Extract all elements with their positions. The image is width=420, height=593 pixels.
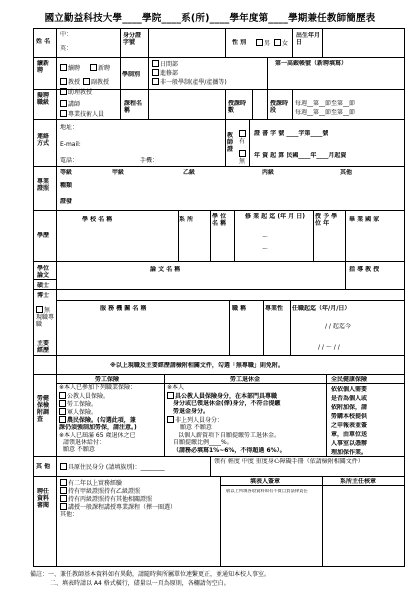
thesis-doctor: 博士	[37, 292, 50, 299]
edu-period: 修 業 起 迄 (年 月 日)	[244, 213, 306, 220]
contact-label: 連絡方式	[37, 133, 50, 147]
row-divider	[33, 166, 405, 167]
evidence-item[interactable]: 持有甲級證照持有乙級證照	[60, 487, 140, 495]
checkbox-icon	[90, 64, 97, 71]
cert-label: 教師證	[227, 132, 234, 153]
col-divider	[267, 57, 268, 89]
cert-date[interactable]: 年 資 起 算 民國____年____月起資	[254, 152, 347, 159]
id-label: 身分證字號	[123, 32, 142, 46]
signer-head: 填表人簽章	[250, 478, 281, 485]
checkbox-icon	[256, 39, 263, 46]
thesis-title: 論 文 名 稱	[150, 266, 181, 273]
evidence-item[interactable]: 其他：	[60, 511, 79, 518]
education-label: 學歷	[37, 232, 50, 239]
checkbox-icon	[36, 306, 43, 313]
health-line: 勞購本校提供	[331, 413, 368, 420]
job-option[interactable]: 具公教人員保險身分，在本部門具專職	[167, 392, 277, 400]
row-divider	[33, 279, 56, 280]
health-line: 依依個人需要	[331, 386, 368, 393]
checkbox-icon	[60, 88, 67, 95]
aboriginal-option[interactable]: 具原住民身分 (請填族別)：________	[60, 463, 165, 471]
cert-none[interactable]: 無	[239, 150, 247, 165]
col-divider	[313, 210, 314, 261]
disability-option[interactable]: 領有 輕度 中度 重度身心障礙手冊（依請檢附相關文件）	[214, 458, 364, 465]
checkbox-icon	[152, 60, 159, 67]
health-line: 理加保作業。	[331, 449, 368, 456]
edu-year: 授 予 學 位 年	[315, 213, 338, 227]
row-divider	[56, 300, 405, 301]
evidence-item[interactable]: 持有丙級證照持有其他相關證照	[60, 495, 152, 503]
job-line: （請務必填寫1%~6%，不得超過 6%）。	[173, 447, 286, 454]
health-line: 之申報表並簽	[331, 422, 368, 429]
period-1[interactable]: 每週__第__節至第__節	[295, 100, 356, 107]
checkbox-icon	[60, 487, 67, 494]
school-label: 學制別	[122, 71, 141, 78]
grade-b: 乙級	[183, 169, 196, 176]
labor-option[interactable]: 農民保險。(勾選此項，兼	[59, 416, 136, 424]
exp-range[interactable]: / / 起迄今	[325, 323, 351, 330]
lesson-label: 授課時數	[228, 100, 247, 114]
evidence-item[interactable]: 講授一般課程講授專業課程（擇一圈選）	[60, 503, 176, 511]
dept-head: 系所主任核章	[340, 478, 377, 485]
health-line: 是否為個人或	[331, 395, 368, 402]
exp-org: 服 務 機 關 名 稱	[100, 305, 147, 312]
grade-label: 等級	[60, 169, 73, 176]
edu-dept: 系 所	[179, 216, 194, 223]
job-choice[interactable]: 願意 不願意	[180, 424, 212, 431]
col-divider	[292, 89, 293, 119]
checkbox-icon	[60, 479, 67, 486]
thesis-advisor: 指 導 教 授	[349, 266, 380, 273]
name-zh[interactable]: 中：	[60, 31, 73, 38]
checkbox-icon	[60, 100, 67, 107]
checkbox-icon	[152, 78, 159, 85]
job-line: 以個人薪資項下自願提繳勞工退休金。	[178, 432, 281, 439]
other-label: 其 他	[36, 463, 51, 470]
col-divider	[234, 210, 235, 261]
exp-range2[interactable]: / / ～ / /	[318, 344, 340, 351]
checkbox-icon	[60, 64, 67, 71]
checkbox-icon	[60, 503, 67, 510]
exp-period: 任職起迄（年/月/日）	[292, 305, 351, 312]
col-divider	[225, 119, 226, 166]
gender-label: 性 別	[232, 39, 247, 46]
grade-c: 丙級	[262, 169, 275, 176]
col-divider	[120, 57, 121, 119]
col-divider	[292, 28, 293, 57]
col-divider	[322, 476, 323, 567]
phone-field[interactable]: 電話：	[60, 157, 79, 164]
col-divider	[290, 300, 291, 355]
col-divider	[326, 374, 327, 456]
labor-option[interactable]: 公教人員保險。	[59, 392, 109, 400]
col-divider	[56, 28, 57, 456]
labor-line: ※本人已參加下列職業保險：	[59, 384, 137, 391]
attach-note: ※以上現職及主要經歷請檢附相關文件，勾選「無專職」則免附。	[110, 362, 284, 369]
birth-label: 出生年月日	[296, 32, 320, 46]
course-label: 課程名稱	[124, 100, 143, 114]
email-field[interactable]: E-mail:	[60, 141, 81, 148]
job-option[interactable]: 非上列人員身分：	[167, 416, 223, 424]
checkbox-icon	[59, 416, 66, 423]
legal-stamp: 敬以上所填各項資料如有不實自負法律責任	[226, 489, 308, 494]
col-divider	[210, 210, 211, 261]
cert-has[interactable]: 有	[239, 130, 247, 145]
labor-line: ※本人已屆滿 65 歲退休之已	[59, 432, 136, 439]
labor-line: 課仍須強制加勞保，請注意。)	[59, 424, 137, 431]
col-divider	[164, 374, 165, 456]
labor-head: 勞工保險	[95, 376, 120, 383]
school-evening[interactable]: 進修部	[152, 69, 178, 77]
col-divider	[267, 89, 268, 119]
hire-renew[interactable]: 續聘	[60, 64, 80, 72]
rank-lecturer[interactable]: 講師	[60, 100, 80, 108]
health-line: 章，由單位送	[331, 431, 368, 438]
cert-date-label: 證發	[60, 198, 73, 205]
job-head: 勞工退休金	[230, 376, 261, 383]
school-other[interactable]: 非一般學制(產學/產攜等)	[152, 78, 227, 86]
checkbox-icon	[239, 150, 246, 157]
checkbox-icon	[167, 392, 174, 399]
hire-label: 續新聘	[37, 60, 50, 74]
row-divider	[33, 355, 405, 356]
labor-option[interactable]: 勞工保險。	[59, 400, 97, 408]
col-divider	[210, 456, 211, 476]
row-divider	[33, 210, 405, 211]
labor-choice[interactable]: 願意 不願意	[63, 446, 95, 453]
thesis-master: 碩士	[37, 282, 50, 289]
row-divider	[33, 289, 405, 290]
job-line: 身分或已領退休金(俸)身分，不符合提繳	[173, 400, 281, 407]
rank-technical[interactable]: 專業技術人員	[60, 110, 104, 118]
first-account-label: 第一高銀帳號（新聘填寫）	[275, 60, 348, 67]
row-divider	[33, 456, 405, 457]
checkbox-icon	[152, 69, 159, 76]
exp-professional: 專業性	[265, 305, 284, 312]
job-line: 勞退金身分。	[173, 408, 210, 415]
experience-none[interactable]: 無現職專職	[36, 307, 54, 328]
col-divider	[148, 89, 149, 119]
row-divider	[33, 261, 405, 262]
edu-degree: 學 位 名 稱	[212, 213, 227, 227]
footer-note-1: 備註：一、兼任教師基本資料如有異動，請隨時與所屬單位連繫更正，並通知本校人事室。	[30, 571, 271, 578]
checkbox-icon	[60, 78, 67, 85]
name-en[interactable]: 英：	[60, 45, 73, 52]
edu-school: 學 校 名 稱	[82, 216, 113, 223]
col-divider	[225, 89, 226, 119]
col-divider	[229, 300, 230, 355]
checkbox-icon	[59, 408, 66, 415]
cert-section-label: 專業證照	[37, 178, 50, 192]
job-line: ※本人	[167, 384, 185, 391]
grade-a: 甲級	[112, 169, 125, 176]
col-divider	[249, 119, 250, 166]
cert-kind: 種類	[60, 182, 73, 189]
col-divider	[148, 57, 149, 89]
footer-note-2: 二、填表時請以 A4 格式橫行，儘量以一頁為原則，各欄請勿空白。	[50, 580, 230, 587]
row-divider	[33, 374, 405, 375]
school-day[interactable]: 日間部	[152, 60, 178, 68]
insurance-label: 勞健保檢附調查	[37, 395, 50, 423]
labor-option[interactable]: 軍人保險。	[59, 408, 97, 416]
address-field[interactable]: 地址：	[60, 124, 79, 131]
row-divider	[33, 57, 405, 58]
health-line: 依附加保，請	[331, 404, 368, 411]
checkbox-icon	[59, 400, 66, 407]
checkbox-icon	[167, 416, 174, 423]
row-divider	[33, 476, 405, 477]
health-line: 人事室以憑辦	[331, 440, 368, 447]
col-divider	[220, 476, 221, 567]
row-divider	[220, 485, 405, 486]
health-head: 全民健康保險	[331, 376, 368, 383]
mobile-field[interactable]: 手機：	[140, 157, 159, 164]
labor-line: 請領退休給付：	[63, 439, 106, 446]
hire-new[interactable]: 新聘	[90, 64, 110, 72]
col-divider	[56, 456, 57, 567]
col-divider	[120, 28, 121, 57]
col-divider	[252, 89, 253, 119]
checkbox-icon	[60, 110, 67, 117]
row-divider	[33, 119, 405, 120]
col-divider	[322, 28, 323, 57]
col-divider	[148, 28, 149, 57]
page-title: 國立勤益科技大學____學院____系(所)____學年度第____學期兼任教師簡歷表	[44, 13, 376, 24]
cert-number[interactable]: 證 書 字 號 ____字第____號	[254, 130, 329, 137]
checkbox-icon	[60, 495, 67, 502]
name-label: 姓 名	[36, 38, 51, 45]
checkbox-icon	[59, 392, 66, 399]
grade-other: 其他	[340, 169, 353, 176]
edu-tilde: ～	[262, 246, 269, 253]
col-divider	[263, 300, 264, 355]
rank-label: 擬聘職級	[37, 92, 50, 106]
exp-title: 職 稱	[232, 305, 247, 312]
rank-professor[interactable]: 教授 副教授	[60, 78, 109, 86]
evidence-item[interactable]: 有二年以上實務經驗	[60, 479, 122, 487]
checkbox-icon	[274, 39, 281, 46]
job-rate[interactable]: 自願提繳比例____%。	[173, 439, 233, 446]
thesis-label: 學位論文	[37, 265, 50, 279]
period-2[interactable]: 每週__第__節至第__節	[295, 109, 356, 116]
main-exp-label: 主要經歷	[37, 340, 50, 354]
edu-country: 畢 業 國 家	[349, 216, 380, 223]
evidence-label: 聘任資料審閱	[37, 488, 50, 509]
checkbox-icon	[239, 130, 246, 137]
col-divider	[345, 261, 346, 289]
gender-male[interactable]: 男	[256, 39, 270, 47]
rank-assistant[interactable]: 助理教授	[60, 88, 92, 96]
edu-tilde: ～	[262, 234, 269, 241]
col-divider	[225, 28, 226, 57]
week-label: 授課時段	[270, 100, 289, 114]
checkbox-icon	[83, 78, 90, 85]
gender-female[interactable]: 女	[274, 39, 288, 47]
checkbox-icon	[60, 463, 67, 470]
col-divider	[345, 210, 346, 261]
